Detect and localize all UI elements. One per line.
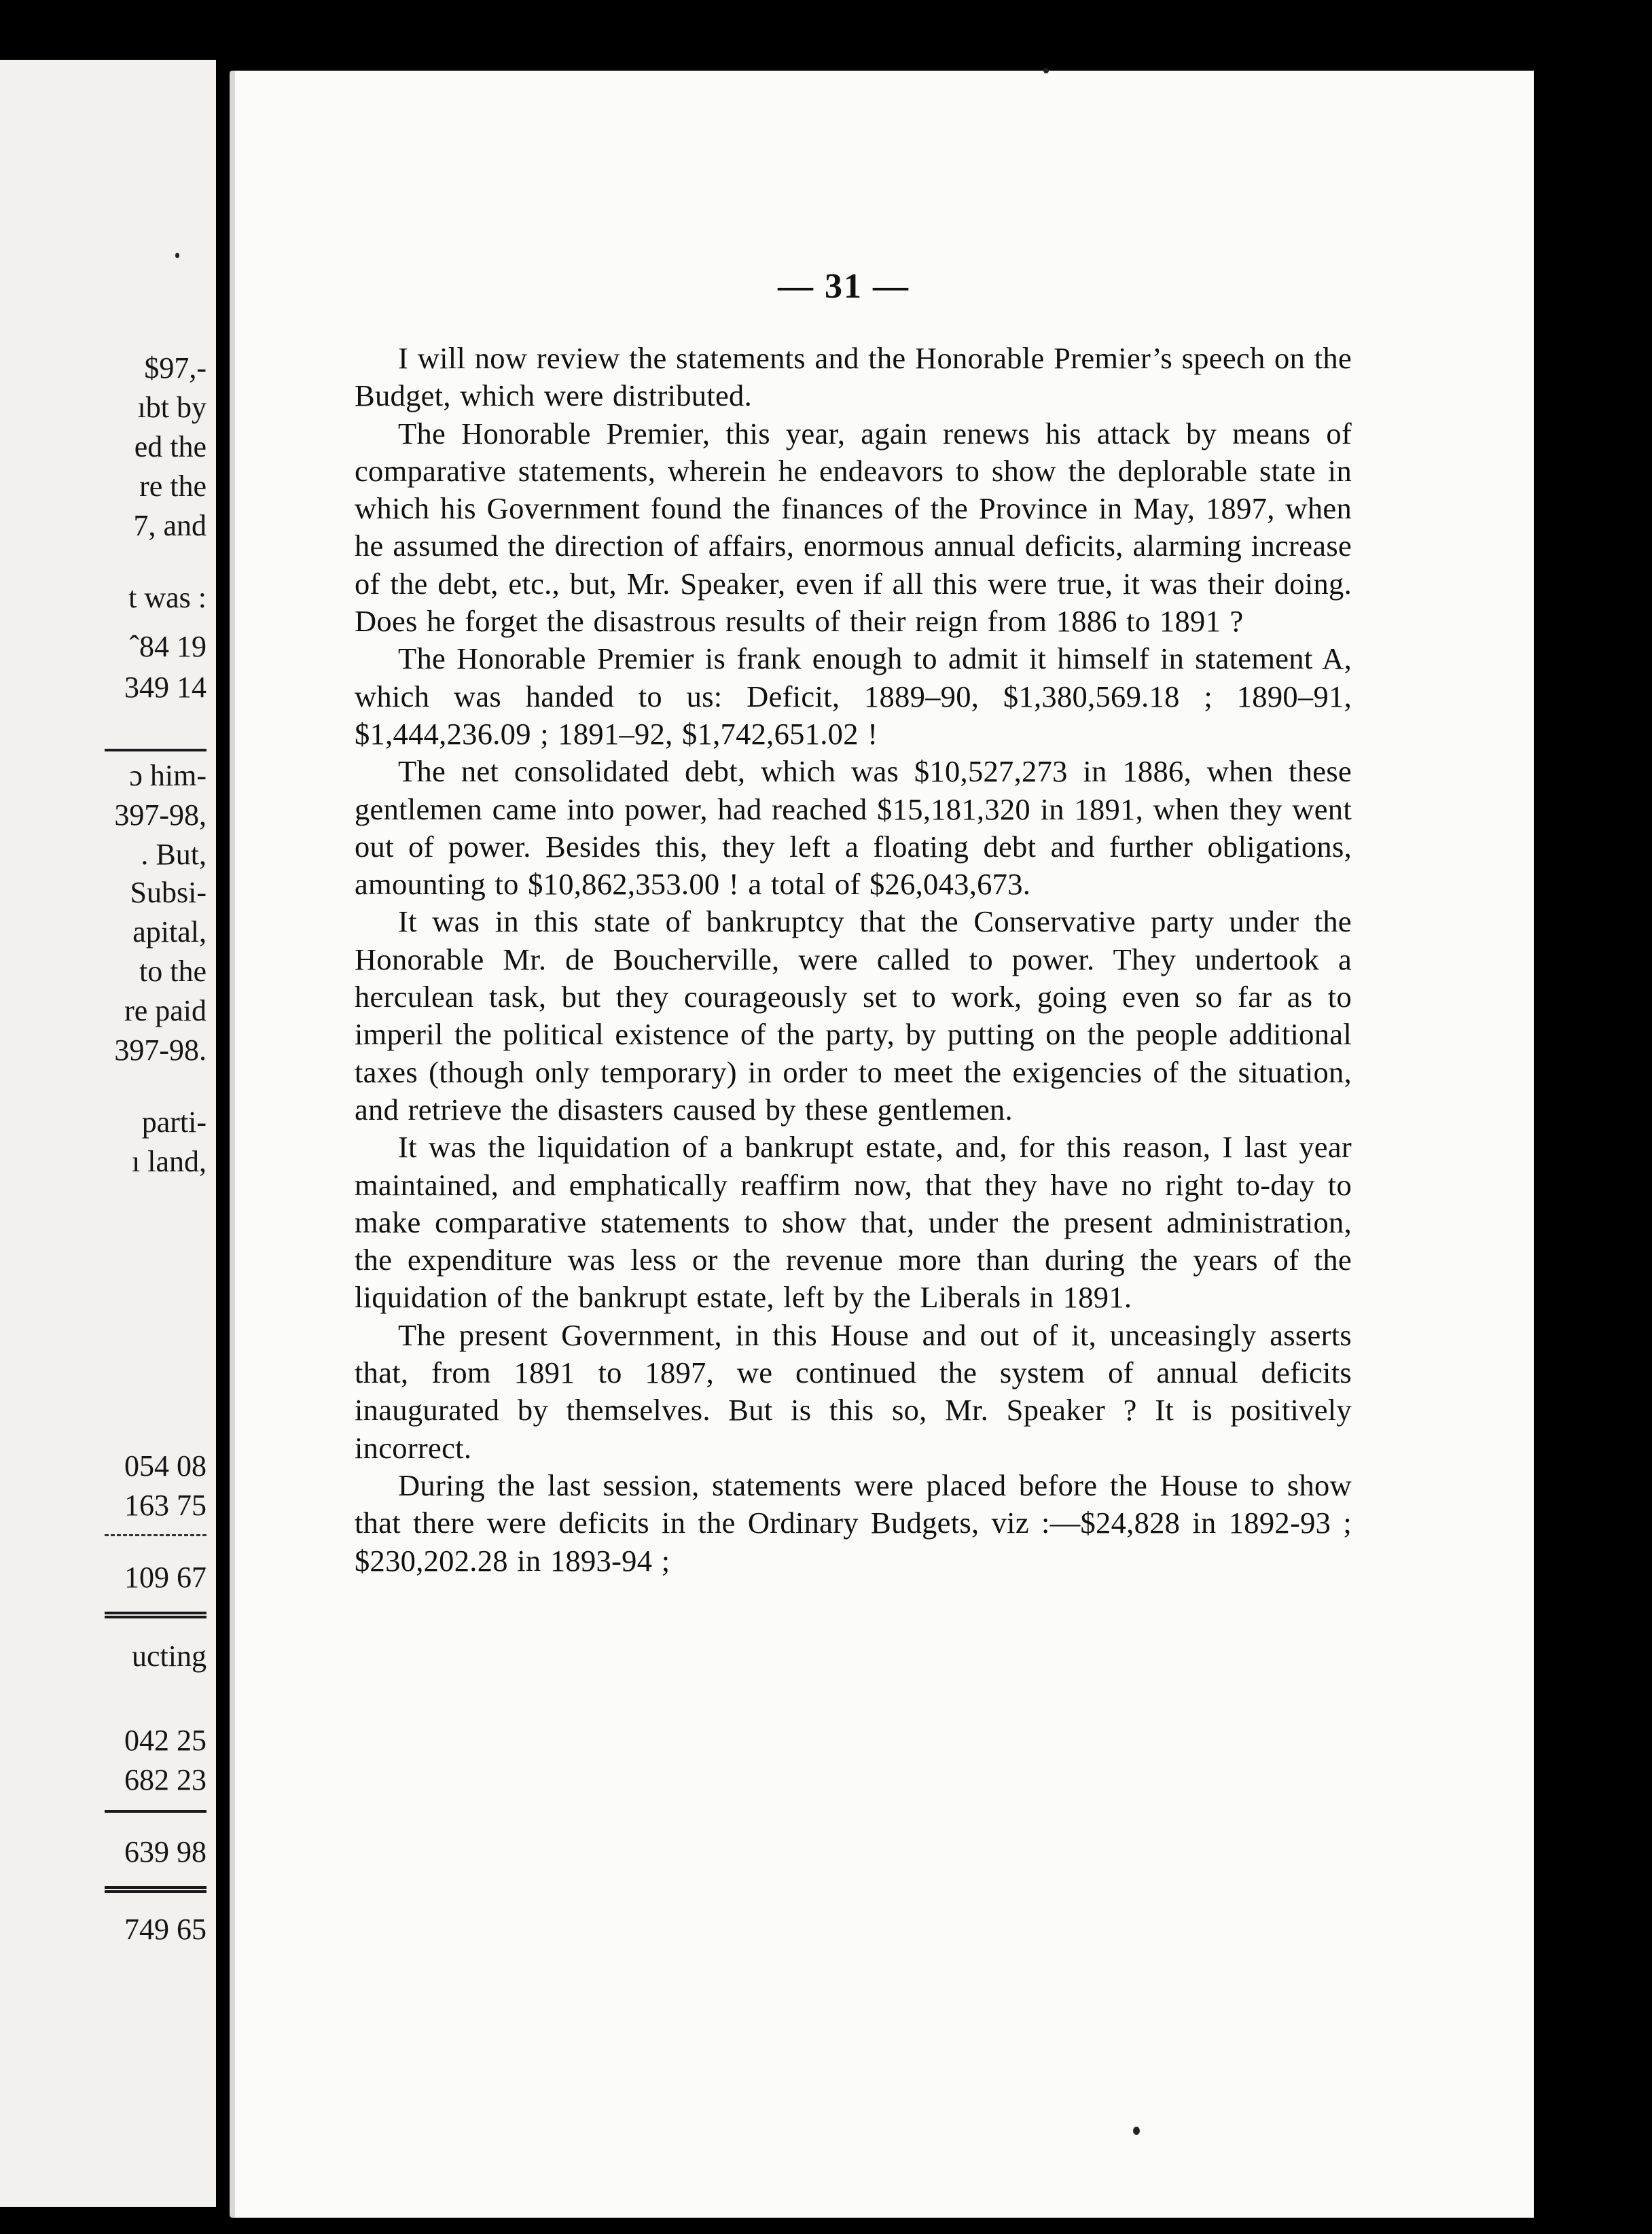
previous-page-line: ɔ him-	[129, 759, 206, 792]
sum-rule	[105, 1612, 206, 1614]
paragraph: It was in this state of bankruptcy that the Conservative party under the Honorable Mr. de Boucherville, were called to power. They undertook a herculean task, but they courageously set to work, going even so far as to imperil the political existence of the party, by putting on the people additional taxes (though only temporary) in order to meet the exigencies of the situation, and retrieve the disasters caused by these gentlemen.	[355, 904, 1352, 1127]
scan-speck	[1133, 2127, 1140, 2135]
previous-page-line: ı land,	[132, 1145, 206, 1178]
sum-rule	[105, 1616, 206, 1618]
sum-rule	[105, 1810, 206, 1813]
body-text	[355, 340, 1352, 1580]
scan-speck	[175, 253, 179, 258]
scan-speck	[1043, 68, 1049, 73]
previous-page-line: t was :	[128, 581, 206, 614]
paragraph: It was the liquidation of a bankrupt estate, and, for this reason, I last year maintained, and emphatically reaffirm now, that they have no right to-day to make comparative statements to show that, under the present administration, the expenditure was less or the revenue more than during the years of the liquidation of the bankrupt estate, left by the Liberals in 1891.	[355, 1130, 1352, 1315]
previous-page-line: 054 08	[124, 1449, 206, 1483]
previous-page-line: 349 14	[124, 671, 206, 704]
paragraph: The Honorable Premier, this year, again renews his attack by means of comparative statements, wherein he endeavors to show the deplorable state in which his Government found the finances of the Province in May, 1897, when he assumed the direction of affairs, enormous annual deficits, alarming increase of the debt, etc., but, Mr. Speaker, even if all this were true, it was their doing. Does he forget the disastrous results of their reign from 1886 to 1891 ?	[355, 416, 1352, 639]
previous-page-line: 397-98.	[114, 1033, 206, 1067]
previous-page-line: parti-	[141, 1105, 206, 1139]
previous-page-line: 397-98,	[114, 798, 206, 832]
previous-page-line: ˆ84 19	[129, 630, 206, 663]
previous-page-line: 639 98	[124, 1835, 206, 1868]
previous-page-line: apital,	[132, 915, 206, 948]
sum-rule	[105, 1890, 206, 1893]
previous-page-line: re the	[139, 469, 206, 503]
previous-page-line: Subsi-	[130, 876, 206, 909]
sum-rule	[105, 1534, 206, 1536]
sum-rule	[105, 749, 206, 751]
paragraph: During the last session, statements were placed before the House to show that there were deficits in the Ordinary Budgets, viz :—$24,828 in 1892-93 ; $230,202.28 in 1893-94 ;	[355, 1468, 1352, 1578]
previous-page-line: 682 23	[124, 1763, 206, 1796]
previous-page-line: 042 25	[124, 1724, 206, 1757]
paragraph: I will now review the statements and the Honorable Premier’s speech on the Budget, which were distributed.	[355, 341, 1352, 413]
paragraph: The net consolidated debt, which was $10,527,273 in 1886, when these gentlemen came into power, had reached $15,181,320 in 1891, when they went out of power. Besides this, they left a floating debt and further obligations, amounting to $10,862,353.00 ! a total of $26,043,673.	[355, 754, 1352, 902]
sum-rule	[105, 1886, 206, 1889]
previous-page-line: ed the	[134, 430, 206, 463]
previous-page-line: to the	[139, 955, 206, 988]
paragraph: The Honorable Premier is frank enough to admit it himself in statement A, which was handed to us: Deficit, 1889–90, $1,380,569.18 ; 1890–91, $1,444,236.09 ; 1891–92, $1,742,651.02 !	[355, 641, 1352, 751]
previous-page-line: re paid	[124, 994, 206, 1027]
previous-page-line: . But,	[141, 838, 206, 871]
page-number: — 31 —	[778, 267, 910, 306]
previous-page-line: $97,-	[144, 351, 206, 385]
previous-page-line: 7, and	[133, 509, 206, 542]
paragraph: The present Government, in this House and out of it, unceasingly asserts that, from 1891 to 1897, we continued the system of annual deficits inaugurated by themselves. But is this so, Mr. Speaker ? It is positively incorrect.	[355, 1317, 1352, 1465]
previous-page-line: ıbt by	[137, 391, 206, 424]
previous-page-line: 163 75	[124, 1489, 206, 1522]
previous-page-line: 749 65	[124, 1913, 206, 1946]
previous-page-line: ucting	[132, 1639, 206, 1673]
previous-page-line: 109 67	[124, 1561, 206, 1594]
